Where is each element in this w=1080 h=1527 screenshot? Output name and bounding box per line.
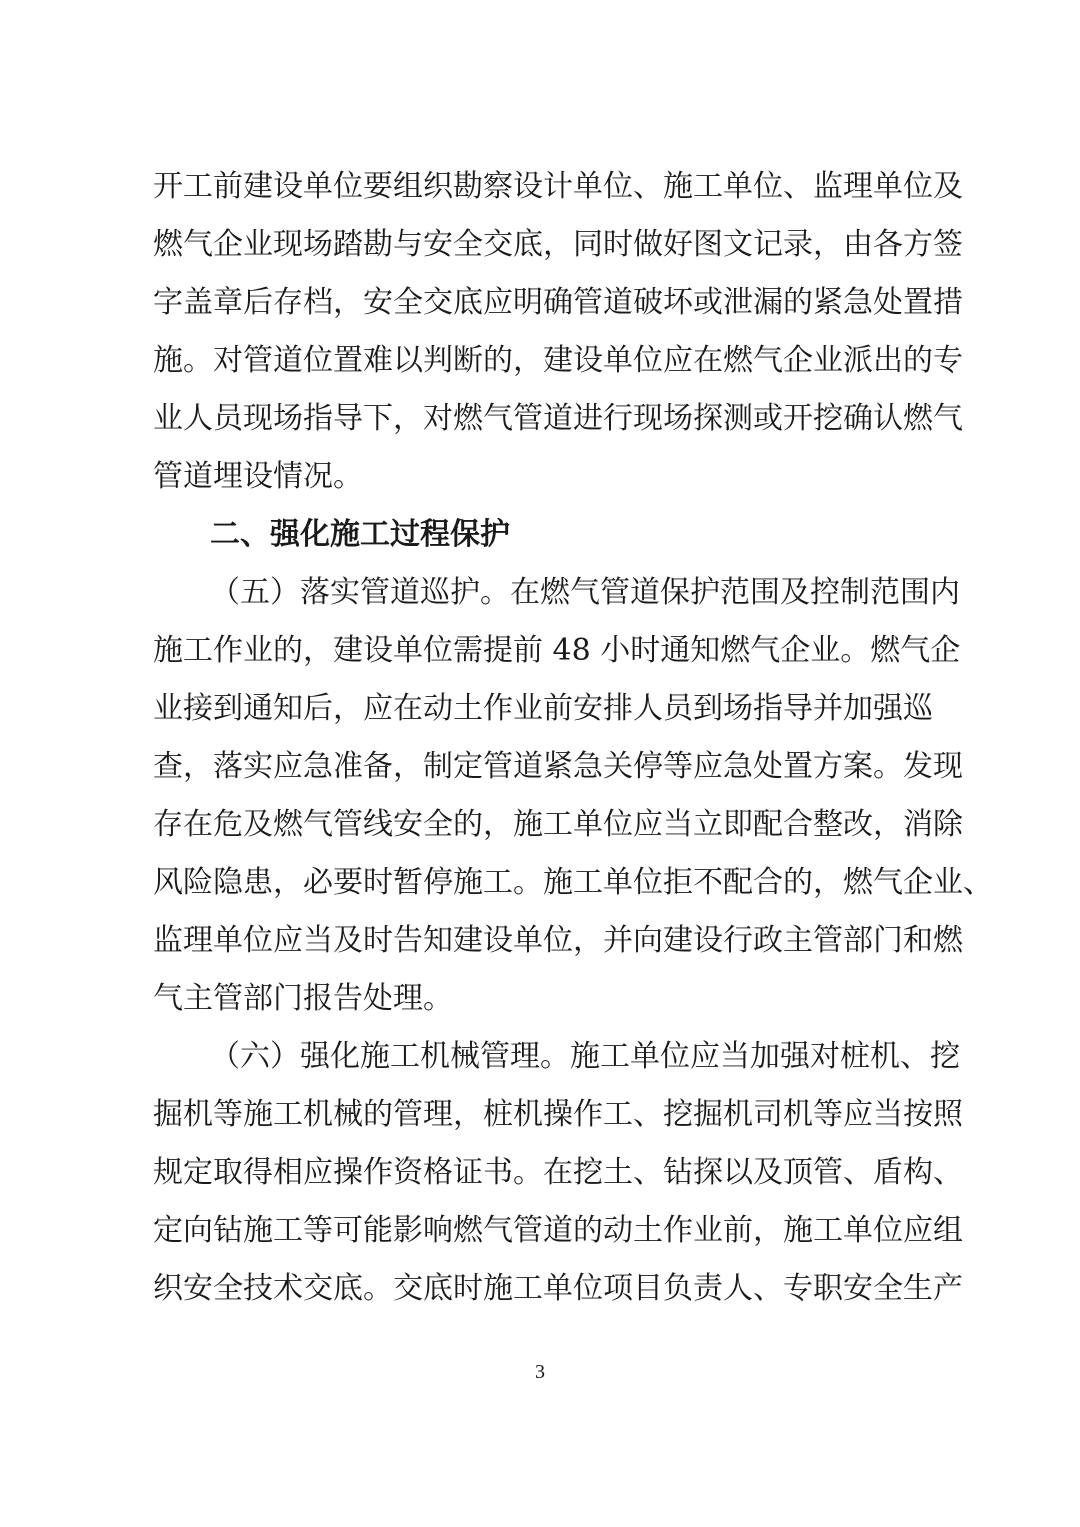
body-text-line: （六）强化施工机械管理。施工单位应当加强对桩机、挖 xyxy=(210,1039,960,1074)
body-text-line: （五）落实管道巡护。在燃气管道保护范围及控制范围内 xyxy=(210,575,960,610)
section-heading: 二、强化施工过程保护 xyxy=(210,517,510,552)
body-text-line: 存在危及燃气管线安全的，施工单位应当立即配合整改，消除 xyxy=(153,807,963,842)
body-text-line: 施工作业的，建设单位需提前 48 小时通知燃气企业。燃气企 xyxy=(153,633,961,668)
body-text-line: 燃气企业现场踏勘与安全交底，同时做好图文记录，由各方签 xyxy=(153,227,963,262)
body-text-line: 定向钻施工等可能影响燃气管道的动土作业前，施工单位应组 xyxy=(153,1213,963,1248)
body-text-line: 查，落实应急准备，制定管道紧急关停等应急处置方案。发现 xyxy=(153,749,963,784)
body-text-line: 掘机等施工机械的管理，桩机操作工、挖掘机司机等应当按照 xyxy=(153,1097,963,1132)
body-text-line: 字盖章后存档，安全交底应明确管道破坏或泄漏的紧急处置措 xyxy=(153,285,963,320)
body-text-line: 织安全技术交底。交底时施工单位项目负责人、专职安全生产 xyxy=(153,1271,963,1306)
body-text-line: 开工前建设单位要组织勘察设计单位、施工单位、监理单位及 xyxy=(153,169,963,204)
body-text-line: 施。对管道位置难以判断的，建设单位应在燃气企业派出的专 xyxy=(153,343,963,378)
body-text-line: 业人员现场指导下，对燃气管道进行现场探测或开挖确认燃气 xyxy=(153,401,963,436)
body-text-line: 气主管部门报告处理。 xyxy=(153,981,453,1016)
body-text-line: 风险隐患，必要时暂停施工。施工单位拒不配合的，燃气企业、 xyxy=(153,865,993,900)
body-text-line: 管道埋设情况。 xyxy=(153,459,363,494)
page-number: 3 xyxy=(535,1361,545,1383)
body-text-line: 监理单位应当及时告知建设单位，并向建设行政主管部门和燃 xyxy=(153,923,963,958)
body-text-line: 规定取得相应操作资格证书。在挖土、钻探以及顶管、盾构、 xyxy=(153,1155,963,1190)
body-text-line: 业接到通知后，应在动土作业前安排人员到场指导并加强巡 xyxy=(153,691,933,726)
